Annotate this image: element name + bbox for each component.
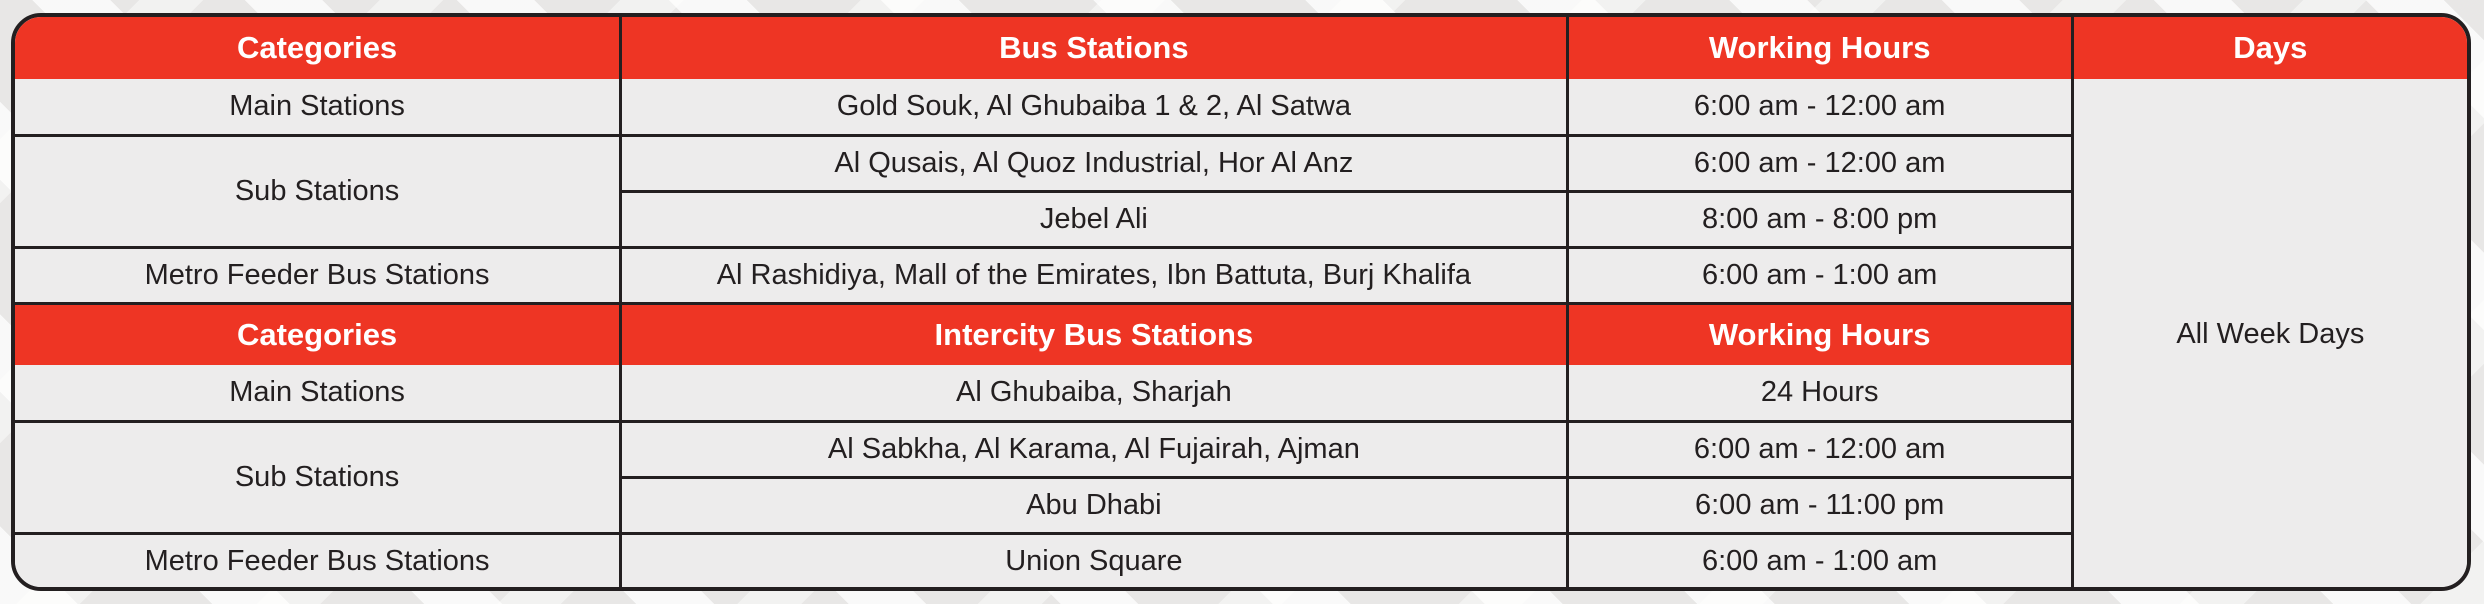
table-row bbox=[15, 79, 2467, 135]
cell-hours: 6:00 am - 1:00 am bbox=[1567, 247, 2072, 303]
cell-stations: Abu Dhabi bbox=[621, 477, 1567, 533]
cell-stations: Al Sabkha, Al Karama, Al Fujairah, Ajman bbox=[621, 421, 1567, 477]
cell-hours: 6:00 am - 1:00 am bbox=[1567, 533, 2072, 589]
cell-category: Main Stations bbox=[15, 365, 621, 421]
header-working-hours: Working Hours bbox=[1567, 303, 2072, 365]
header-intercity-bus-stations: Intercity Bus Stations bbox=[621, 303, 1567, 365]
cell-category: Metro Feeder Bus Stations bbox=[15, 533, 621, 589]
cell-hours: 24 Hours bbox=[1567, 365, 2072, 421]
header-days: Days bbox=[2072, 17, 2467, 79]
cell-stations: Gold Souk, Al Ghubaiba 1 & 2, Al Satwa bbox=[621, 79, 1567, 135]
header-working-hours: Working Hours bbox=[1567, 17, 2072, 79]
cell-hours: 6:00 am - 12:00 am bbox=[1567, 135, 2072, 191]
cell-stations: Al Rashidiya, Mall of the Emirates, Ibn Battuta, Burj Khalifa bbox=[621, 247, 1567, 303]
bus-stations-table bbox=[15, 17, 2467, 589]
cell-category: Sub Stations bbox=[15, 421, 621, 533]
cell-category: Sub Stations bbox=[15, 135, 621, 247]
cell-stations: Al Ghubaiba, Sharjah bbox=[621, 365, 1567, 421]
header-categories: Categories bbox=[15, 17, 621, 79]
cell-days-all-week: All Week Days bbox=[2072, 79, 2467, 589]
header-bus-stations: Bus Stations bbox=[621, 17, 1567, 79]
cell-hours: 6:00 am - 12:00 am bbox=[1567, 421, 2072, 477]
cell-stations: Al Qusais, Al Quoz Industrial, Hor Al Anz bbox=[621, 135, 1567, 191]
bus-stations-table-container bbox=[11, 13, 2471, 591]
header-categories: Categories bbox=[15, 303, 621, 365]
cell-hours: 8:00 am - 8:00 pm bbox=[1567, 191, 2072, 247]
cell-category: Main Stations bbox=[15, 79, 621, 135]
city-header-row bbox=[15, 17, 2467, 79]
cell-category: Metro Feeder Bus Stations bbox=[15, 247, 621, 303]
cell-stations: Jebel Ali bbox=[621, 191, 1567, 247]
cell-hours: 6:00 am - 12:00 am bbox=[1567, 79, 2072, 135]
cell-hours: 6:00 am - 11:00 pm bbox=[1567, 477, 2072, 533]
cell-stations: Union Square bbox=[621, 533, 1567, 589]
